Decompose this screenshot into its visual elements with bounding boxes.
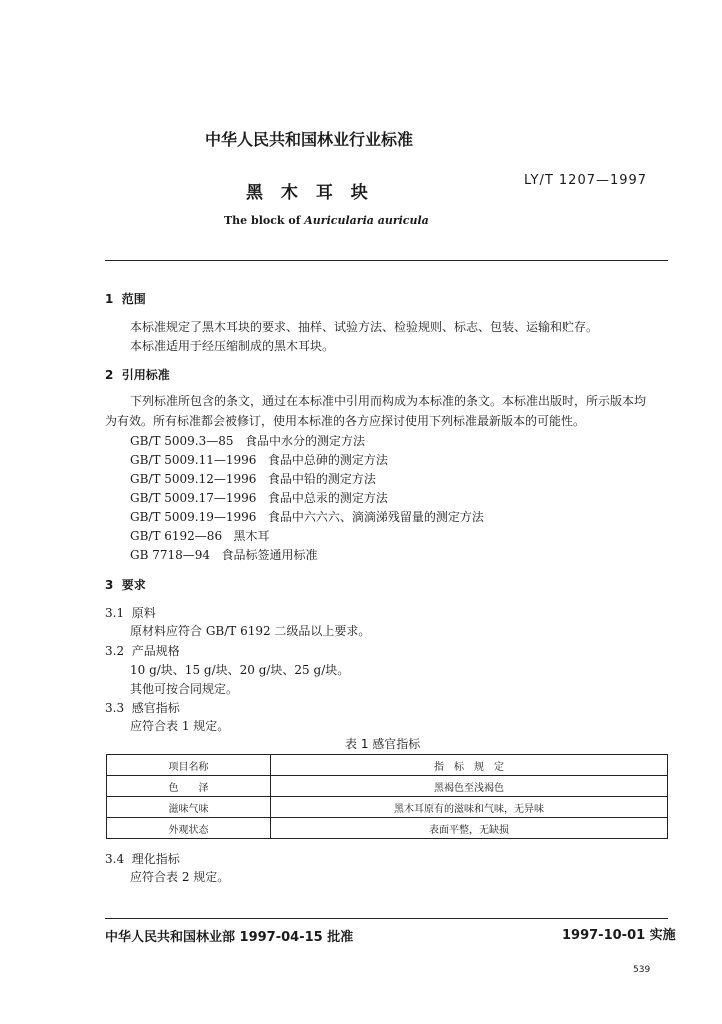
reference-item	[130, 432, 365, 449]
reference-item	[130, 489, 388, 506]
scope-paragraph-1: 本标准规定了黑木耳块的要求、抽样、试验方法、检验规则、标志、包装、运输和贮存。	[130, 320, 599, 334]
reference-name: 食品中水分的测定方法	[244, 434, 365, 448]
product-spec-text-1: 10 g/块、15 g/块、20 g/块、25 g/块。	[130, 663, 350, 677]
subsection-title: 产品规格	[131, 644, 180, 658]
scope-paragraph-2: 本标准适用于经压缩制成的黑木耳块。	[130, 339, 335, 353]
table-cell: 外观状态	[107, 818, 271, 839]
sensory-indicators-table	[106, 754, 668, 839]
section-2-heading	[105, 366, 170, 383]
reference-item	[130, 451, 388, 468]
page-number: 539	[633, 965, 651, 975]
table-cell: 黑木耳原有的滋味和气味，无异味	[271, 797, 668, 818]
reference-name: 食品中总砷的测定方法	[267, 453, 388, 467]
document-title: 黑 木 耳 块	[246, 183, 374, 203]
product-spec-text-2: 其他可按合同规定。	[130, 682, 239, 696]
table-caption: 表 1 感官指标	[345, 737, 421, 751]
table-cell: 表面平整，无缺损	[271, 818, 668, 839]
subsection-3-4-heading	[105, 850, 180, 867]
section-number: 1	[105, 292, 114, 306]
reference-name: 食品中六六六、滴滴涕残留量的测定方法	[267, 510, 484, 524]
subsection-3-2-heading	[105, 642, 180, 659]
subsection-3-3-heading	[105, 699, 180, 716]
footer-divider	[105, 918, 668, 919]
reference-name: 食品标签通用标准	[221, 548, 318, 562]
table-header-cell: 项目名称	[107, 755, 271, 776]
standard-code: LY/T 1207—1997	[524, 173, 648, 188]
reference-code: GB/T 5009.12—1996	[130, 472, 257, 486]
header-divider	[105, 260, 668, 261]
subsection-title: 理化指标	[131, 852, 180, 866]
reference-code: GB 7718—94	[130, 548, 211, 562]
reference-name: 黑木耳	[233, 529, 270, 543]
table-row	[107, 797, 668, 818]
section-1-heading	[105, 290, 146, 307]
table-row	[107, 776, 668, 797]
subsection-title: 原料	[131, 606, 156, 620]
section-title: 范围	[121, 292, 146, 306]
reference-name: 食品中总汞的测定方法	[267, 491, 388, 505]
table-row	[107, 818, 668, 839]
normative-paragraph-line-1: 下列标准所包含的条文，通过在本标准中引用而构成为本标准的条文。本标准出版时，所示版本均	[130, 394, 647, 408]
reference-code: GB/T 6192—86	[130, 529, 223, 543]
issuing-authority-title: 中华人民共和国林业行业标准	[205, 130, 414, 149]
reference-code: GB/T 5009.3—85	[130, 434, 234, 448]
approval-statement: 中华人民共和国林业部 1997-04-15 批准	[105, 930, 354, 945]
reference-item	[130, 508, 484, 525]
section-title: 要求	[121, 578, 146, 592]
reference-item	[130, 527, 270, 544]
subsection-title: 感官指标	[131, 701, 180, 715]
subsection-number: 3.4	[105, 852, 125, 866]
reference-name: 食品中铅的测定方法	[267, 472, 376, 486]
raw-material-text: 原材料应符合 GB/T 6192 二级品以上要求。	[130, 624, 371, 638]
normative-paragraph-line-2: 为有效。所有标准都会被修订，使用本标准的各方应探讨使用下列标准最新版本的可能性。	[105, 414, 586, 428]
implementation-date: 1997-10-01 实施	[562, 928, 676, 943]
section-number: 2	[105, 368, 114, 382]
subsection-number: 3.1	[105, 606, 125, 620]
english-title-prefix: The block of	[224, 214, 305, 227]
reference-item	[130, 470, 376, 487]
english-title	[224, 214, 429, 227]
english-title-species: Auricularia auricula	[304, 214, 429, 227]
subsection-number: 3.2	[105, 644, 125, 658]
table-cell: 色 泽	[107, 776, 271, 797]
section-title: 引用标准	[121, 368, 170, 382]
reference-code: GB/T 5009.19—1996	[130, 510, 257, 524]
reference-item	[130, 546, 318, 563]
reference-code: GB/T 5009.11—1996	[130, 453, 257, 467]
table-cell: 滋味气味	[107, 797, 271, 818]
table-cell: 黑褐色至浅褐色	[271, 776, 668, 797]
subsection-number: 3.3	[105, 701, 125, 715]
section-3-heading	[105, 576, 146, 593]
subsection-3-1-heading	[105, 604, 156, 621]
section-number: 3	[105, 578, 114, 592]
reference-code: GB/T 5009.17—1996	[130, 491, 257, 505]
physicochemical-requirement-text: 应符合表 2 规定。	[130, 870, 230, 884]
table-header-cell: 指 标 规 定	[271, 755, 668, 776]
table-header-row	[107, 755, 668, 776]
sensory-requirement-text: 应符合表 1 规定。	[130, 719, 230, 733]
